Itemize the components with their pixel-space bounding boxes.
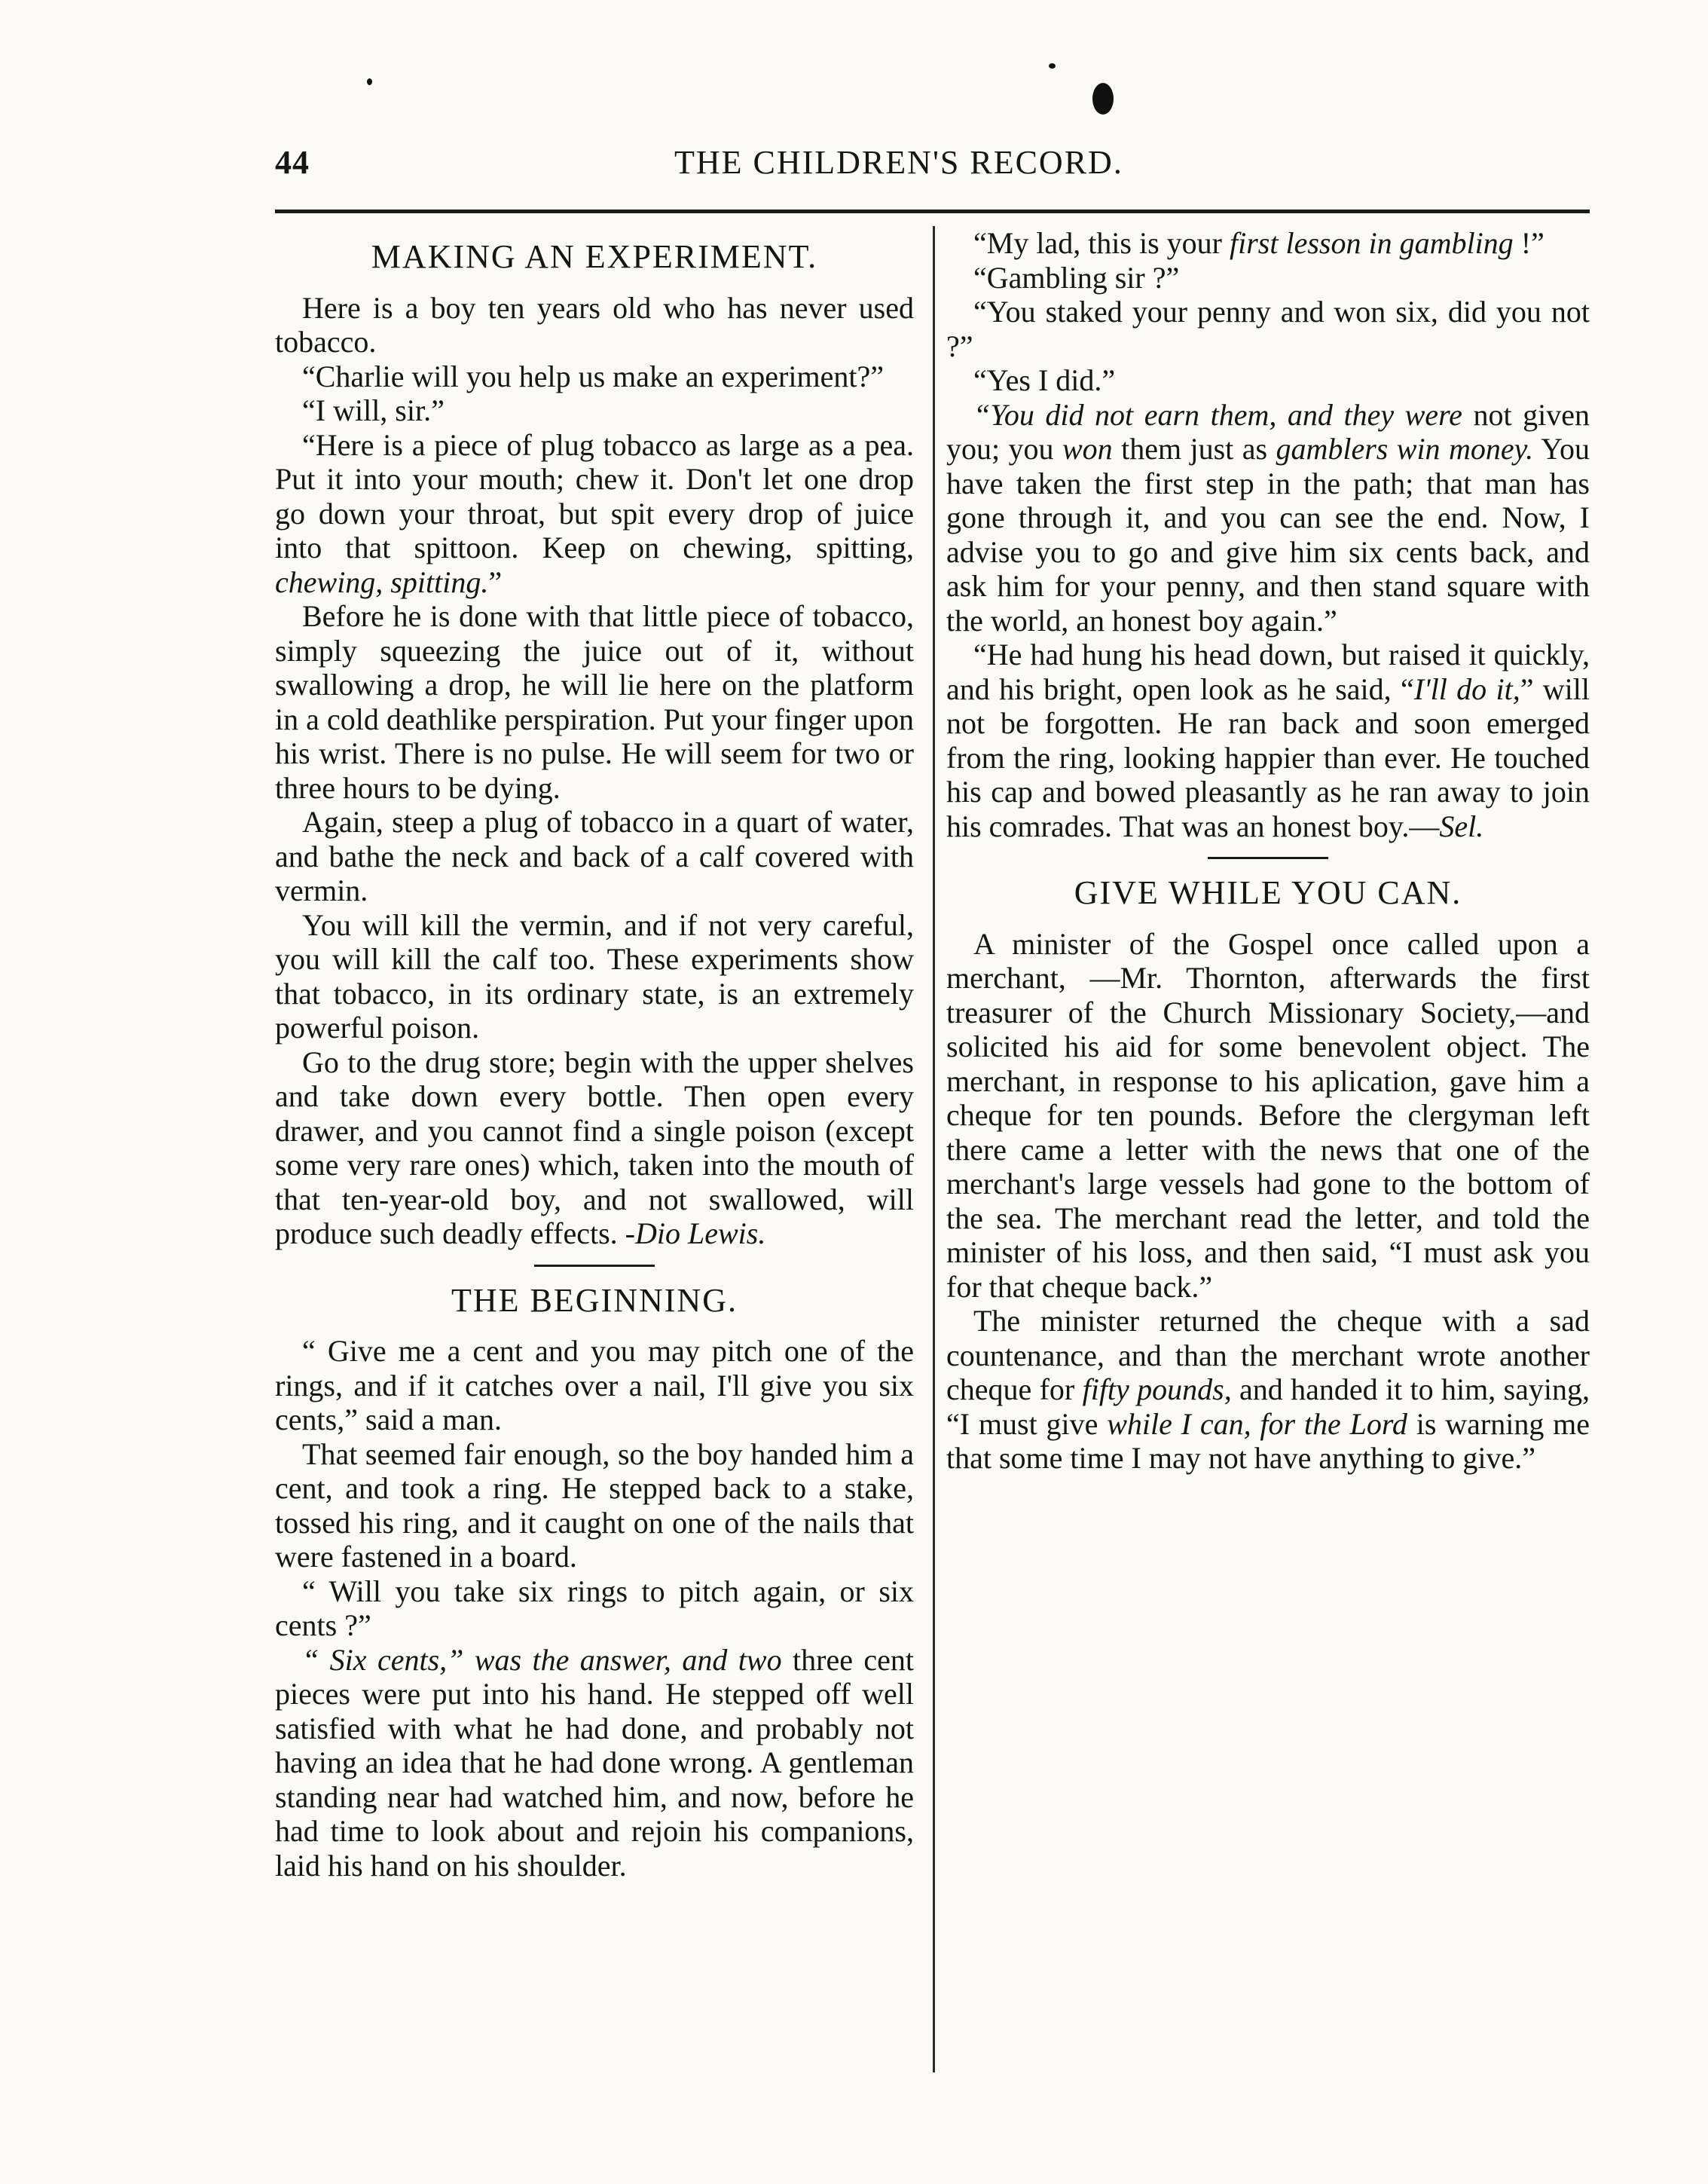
left-column bbox=[275, 226, 914, 1883]
text-run: ” will not be forgotten. He ran back and soon emerged from the ring, looking happier than ever. He touched his cap and bowed pleasantly as he ran away to join his comrades. That was an honest boy.— bbox=[946, 671, 1590, 843]
text-run: “Here is a piece of plug tobacco as large as a pea. Put it into your mouth; chew it. Don't let one drop go down your throat, but spit every drop of juice into that spittoon. Keep on chewing, spitting, bbox=[275, 427, 914, 564]
paragraph bbox=[275, 428, 914, 600]
text-run: You have taken the first step in the path; that man has gone through it, and you can see the end. Now, I advise you to go and give him six cents back, and ask him for your penny, and then stand square with the world, an honest boy again.” bbox=[946, 432, 1590, 638]
paragraph bbox=[275, 1643, 914, 1883]
text-run: them just as bbox=[1112, 432, 1276, 466]
column-divider bbox=[933, 226, 935, 2072]
page-header bbox=[275, 143, 1590, 196]
paragraph bbox=[275, 1045, 914, 1251]
ink-blot bbox=[1092, 83, 1114, 115]
paragraph: “Yes I did.” bbox=[973, 363, 1116, 397]
text-run: three cent pieces were put into his hand. He stepped off well satisfied with what he had done, and probably not having an idea that he had done wrong. A gentleman standing near had watched him, and now, before he had time to look about and rejoin his companions, laid his hand on his shoulder. bbox=[275, 1642, 914, 1883]
text-run: not given you; you bbox=[946, 397, 1590, 466]
italic-run: fifty pounds, bbox=[1082, 1372, 1232, 1406]
running-title: THE CHILDREN'S RECORD. bbox=[674, 144, 1123, 181]
paragraph: “ Give me a cent and you may pitch one of the rings, and if it catches over a nail, I'll give you six cents,” said a man. bbox=[275, 1334, 914, 1436]
italic-run: “You did not earn them, and they were bbox=[973, 397, 1462, 432]
italic-run: while I can, for the Lord bbox=[1107, 1406, 1407, 1441]
paragraph: “I will, sir.” bbox=[302, 393, 445, 427]
ink-speck bbox=[1049, 63, 1056, 69]
italic-run: first lesson in gambling bbox=[1229, 226, 1514, 260]
text-run: is warning me that some time I may not have anything to give.” bbox=[946, 1406, 1590, 1475]
section-rule bbox=[534, 1265, 655, 1267]
ink-speck bbox=[367, 78, 372, 85]
italic-run: “ Six cents,” was the answer, and two bbox=[302, 1642, 782, 1677]
text-run: and handed it to him, saying, “I must give bbox=[946, 1372, 1590, 1441]
text-run: The minister returned the cheque with a sad countenance, and than the merchant wrote another cheque for bbox=[946, 1304, 1590, 1406]
paragraph: “You staked your penny and won six, did you not ?” bbox=[946, 295, 1590, 363]
article-title-beginning: THE BEGINNING. bbox=[451, 1281, 738, 1319]
paragraph bbox=[946, 398, 1590, 638]
paragraph bbox=[946, 1304, 1590, 1476]
italic-run: won bbox=[1062, 432, 1113, 466]
italic-run: gamblers win money. bbox=[1276, 432, 1534, 466]
text-run: “He had hung his head down, but raised it quickly, and his bright, open look as he said, “ bbox=[946, 638, 1590, 706]
paragraph: Here is a boy ten years old who has never used tobacco. bbox=[275, 290, 914, 359]
paragraph bbox=[946, 226, 1590, 261]
page-number: 44 bbox=[275, 144, 310, 181]
article-title-experiment: MAKING AN EXPERIMENT. bbox=[371, 238, 818, 275]
header-rule bbox=[275, 210, 1590, 213]
paragraph bbox=[946, 638, 1590, 843]
italic-run: chewing, spitting. bbox=[275, 564, 489, 599]
paragraph: You will kill the vermin, and if not very careful, you will kill the calf too. These experiments show that tobacco, in its ordinary state, is an extremely powerful poison. bbox=[275, 907, 914, 1045]
text-run: ” bbox=[488, 564, 503, 599]
paragraph: “Charlie will you help us make an experiment?” bbox=[302, 359, 884, 393]
italic-run: I'll do it, bbox=[1413, 671, 1520, 706]
section-rule bbox=[1208, 857, 1328, 859]
source-credit: Sel. bbox=[1439, 809, 1484, 843]
article-title-give: GIVE WHILE YOU CAN. bbox=[1074, 874, 1462, 911]
text-run: “My lad, this is your bbox=[973, 226, 1230, 260]
paragraph: “Gambling sir ?” bbox=[973, 260, 1180, 295]
paragraph: That seemed fair enough, so the boy handed him a cent, and took a ring. He stepped back to a stake, tossed his ring, and it caught on one of the nails that were fastened in a board. bbox=[275, 1436, 914, 1574]
paragraph: Again, steep a plug of tobacco in a quart of water, and bathe the neck and back of a calf covered with vermin. bbox=[275, 805, 914, 907]
right-column bbox=[946, 226, 1590, 1476]
text-run: Go to the drug store; begin with the upper shelves and take down every bottle. Then open every drawer, and you cannot find a single poison (except some very rare ones) which, taken into the mouth of that ten-year-old boy, and not swallowed, will produce such deadly effects. - bbox=[275, 1045, 914, 1250]
text-run: !” bbox=[1513, 226, 1545, 260]
paragraph: Before he is done with that little piece of tobacco, simply squeezing the juice out of it, without swallowing a drop, he will lie here on the platform in a cold deathlike perspiration. Put your finger upon his wrist. There is no pulse. He will seem for two or three hours to be dying. bbox=[275, 599, 914, 805]
paragraph: A minister of the Gospel once called upon a merchant, —Mr. Thornton, afterwards the first treasurer of the Church Missionary Society,—and solicited his aid for some benevolent object. The merchant, in response to his aplication, gave him a cheque for ten pounds. Before the clergyman left there came a letter with the news that one of the merchant's large vessels had gone to the bottom of the sea. The merchant read the letter, and told the minister of his loss, and then said, “I must ask you for that cheque back.” bbox=[946, 926, 1590, 1304]
source-credit: Dio Lewis. bbox=[634, 1216, 766, 1250]
paragraph: “ Will you take six rings to pitch again, or six cents ?” bbox=[275, 1574, 914, 1642]
